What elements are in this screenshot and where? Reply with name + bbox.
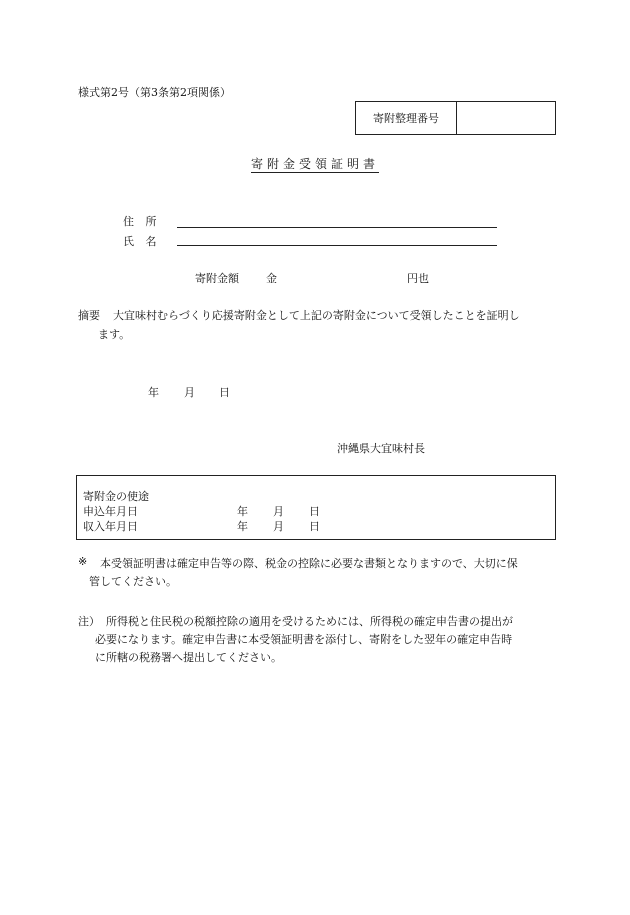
note2-line2: 必要になります。確定申告書に本受領証明書を添付し、寄附をした翌年の確定申告時 (95, 633, 513, 646)
application-day: 日 (309, 505, 320, 518)
address-label: 住 所 (123, 215, 161, 228)
receipt-month: 月 (273, 520, 284, 533)
date-day: 日 (219, 386, 230, 399)
registration-number-box (355, 101, 556, 135)
date-month: 月 (184, 386, 195, 399)
registration-number-value[interactable] (457, 102, 555, 134)
amount-suffix: 円也 (407, 272, 429, 285)
form-number: 様式第2号（第3条第2項関係） (78, 86, 231, 99)
note1-line2: 管してください。 (89, 575, 177, 588)
note1-mark: ※ (78, 555, 88, 568)
usage-box (76, 475, 556, 540)
summary-text-line2: ます。 (98, 328, 131, 341)
note2-mark: 注） (78, 615, 100, 628)
note1-line1: 本受領証明書は確定申告等の際、税金の控除に必要な書類となりますので、大切に保 (100, 557, 518, 570)
note2-line1: 所得税と住民税の税額控除の適用を受けるためには、所得税の確定申告書の提出が (106, 615, 513, 628)
receipt-day: 日 (309, 520, 320, 533)
application-date-label: 申込年月日 (83, 505, 138, 518)
name-label: 氏 名 (123, 235, 161, 248)
usage-purpose-label: 寄附金の使途 (83, 490, 149, 503)
application-year: 年 (237, 505, 248, 518)
note2-line3: に所轄の税務署へ提出してください。 (95, 651, 282, 664)
issuer-name: 沖縄県大宜味村長 (337, 442, 425, 455)
summary-label: 摘要 (78, 309, 100, 322)
address-line[interactable] (177, 227, 497, 228)
amount-prefix: 金 (266, 272, 277, 285)
application-month: 月 (273, 505, 284, 518)
summary-text-line1: 大宜味村むらづくり応援寄附金として上記の寄附金について受領したことを証明し (113, 309, 520, 322)
date-year: 年 (148, 386, 159, 399)
document-title-text: 寄附金受領証明書 (250, 157, 379, 171)
receipt-year: 年 (237, 520, 248, 533)
name-line[interactable] (177, 245, 497, 246)
registration-number-label: 寄附整理番号 (356, 102, 457, 134)
receipt-date-label: 収入年月日 (83, 520, 138, 533)
document-title (0, 155, 630, 172)
amount-label: 寄附金額 (195, 272, 239, 285)
